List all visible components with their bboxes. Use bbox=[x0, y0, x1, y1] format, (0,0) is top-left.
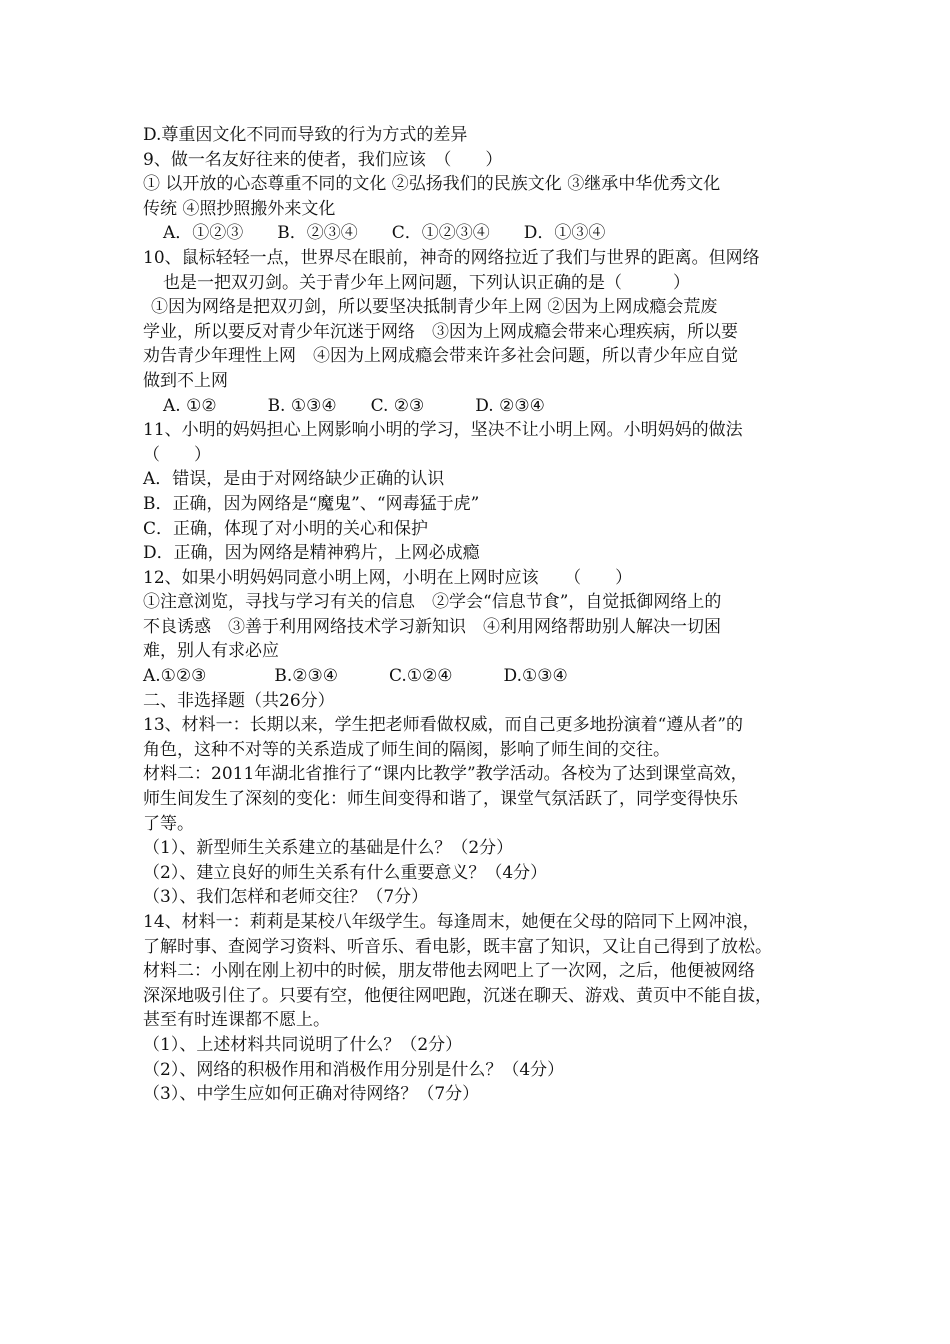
text-line: 了解时事、查阅学习资料、听音乐、看电影，既丰富了知识，又让自己得到了放松。 bbox=[143, 936, 772, 957]
sub-question: （1）、新型师生关系建立的基础是什么？（2分） bbox=[143, 838, 514, 859]
option-a: A．错误，是由于对网络缺少正确的认识 bbox=[143, 469, 445, 490]
option-b: B．正确，因为网络是“魔鬼”、“网毒猛于虎” bbox=[143, 493, 480, 514]
text-line: 劝告青少年理性上网 ④因为上网成瘾会带来许多社会问题，所以青少年应自觉 bbox=[143, 346, 738, 367]
text-line: ① 以开放的心态尊重不同的文化 ②弘扬我们的民族文化 ③继承中华优秀文化 bbox=[143, 174, 721, 195]
option-c: C．正确，体现了对小明的关心和保护 bbox=[143, 518, 429, 539]
text-line: 也是一把双刃剑。关于青少年上网问题，下列认识正确的是（ ） bbox=[163, 272, 690, 293]
text-line: 传统 ④照抄照搬外来文化 bbox=[143, 198, 336, 219]
sub-question: （1）、上述材料共同说明了什么？（2分） bbox=[143, 1034, 463, 1055]
question-13: 13、材料一：长期以来，学生把老师看做权威，而自己更多地扮演着“遵从者”的 bbox=[143, 715, 744, 736]
question-12: 12、如果小明妈妈同意小明上网，小明在上网时应该 （ ） bbox=[143, 567, 633, 588]
text-line: 材料二：小刚在刚上初中的时候，朋友带他去网吧上了一次网，之后，他便被网络 bbox=[143, 961, 755, 982]
text-line: D.尊重因文化不同而导致的行为方式的差异 bbox=[143, 125, 468, 145]
text-line: ①注意浏览，寻找与学习有关的信息 ②学会“信息节食”，自觉抵御网络上的 bbox=[143, 592, 722, 613]
text-line: 角色，这种不对等的关系造成了师生间的隔阂，影响了师生间的交往。 bbox=[143, 739, 670, 760]
sub-question: （3）、中学生应如何正确对待网络？（7分） bbox=[143, 1084, 480, 1105]
question-11: 11、小明的妈妈担心上网影响小明的学习，坚决不让小明上网。小明妈妈的做法 bbox=[143, 420, 743, 441]
text-line: 难，别人有求必应 bbox=[143, 641, 279, 662]
text-line: （ ） bbox=[143, 444, 211, 465]
text-line: 深深地吸引住了。只要有空，他便往网吧跑，沉迷在聊天、游戏、黄页中不能自拔， bbox=[143, 985, 772, 1006]
answer-options: A.①②③ B.②③④ C.①②④ D.①③④ bbox=[143, 666, 568, 687]
question-14: 14、材料一：莉莉是某校八年级学生。每逢周末，她便在父母的陪同下上网冲浪， bbox=[143, 912, 760, 932]
sub-question: （3）、我们怎样和老师交往？（7分） bbox=[143, 887, 429, 908]
text-line: 学业，所以要反对青少年沉迷于网络 ③因为上网成瘾会带来心理疾病，所以要 bbox=[143, 321, 738, 342]
answer-options: A．①②③ B．②③④ C．①②③④ D．①③④ bbox=[163, 223, 606, 244]
section-heading: 二、非选择题（共26分） bbox=[143, 690, 335, 711]
text-line: 不良诱惑 ③善于利用网络技术学习新知识 ④利用网络帮助别人解决一切困 bbox=[143, 616, 721, 637]
sub-question: （2）、建立良好的师生关系有什么重要意义？（4分） bbox=[143, 862, 548, 883]
answer-options: A. ①② B. ①③④ C. ②③ D. ②③④ bbox=[163, 395, 545, 416]
option-d: D．正确，因为网络是精神鸦片，上网必成瘾 bbox=[143, 543, 480, 564]
text-line: 材料二：2011年湖北省推行了“课内比教学”教学活动。各校为了达到课堂高效， bbox=[143, 764, 748, 785]
text-line: 甚至有时连课都不愿上。 bbox=[143, 1010, 330, 1031]
text-line: 了等。 bbox=[143, 813, 194, 834]
text-line: ①因为网络是把双刃剑，所以要坚决抵制青少年上网 ②因为上网成瘾会荒废 bbox=[151, 297, 718, 318]
sub-question: （2）、网络的积极作用和消极作用分别是什么？（4分） bbox=[143, 1059, 565, 1080]
question-9: 9、做一名友好往来的使者，我们应该 （ ） bbox=[143, 149, 503, 170]
exam-content bbox=[143, 123, 823, 1107]
text-line: 做到不上网 bbox=[143, 370, 228, 391]
question-10: 10、鼠标轻轻一点，世界尽在眼前，神奇的网络拉近了我们与世界的距离。但网络 bbox=[143, 247, 760, 268]
text-line: 师生间发生了深刻的变化：师生间变得和谐了，课堂气氛活跃了，同学变得快乐 bbox=[143, 789, 738, 810]
